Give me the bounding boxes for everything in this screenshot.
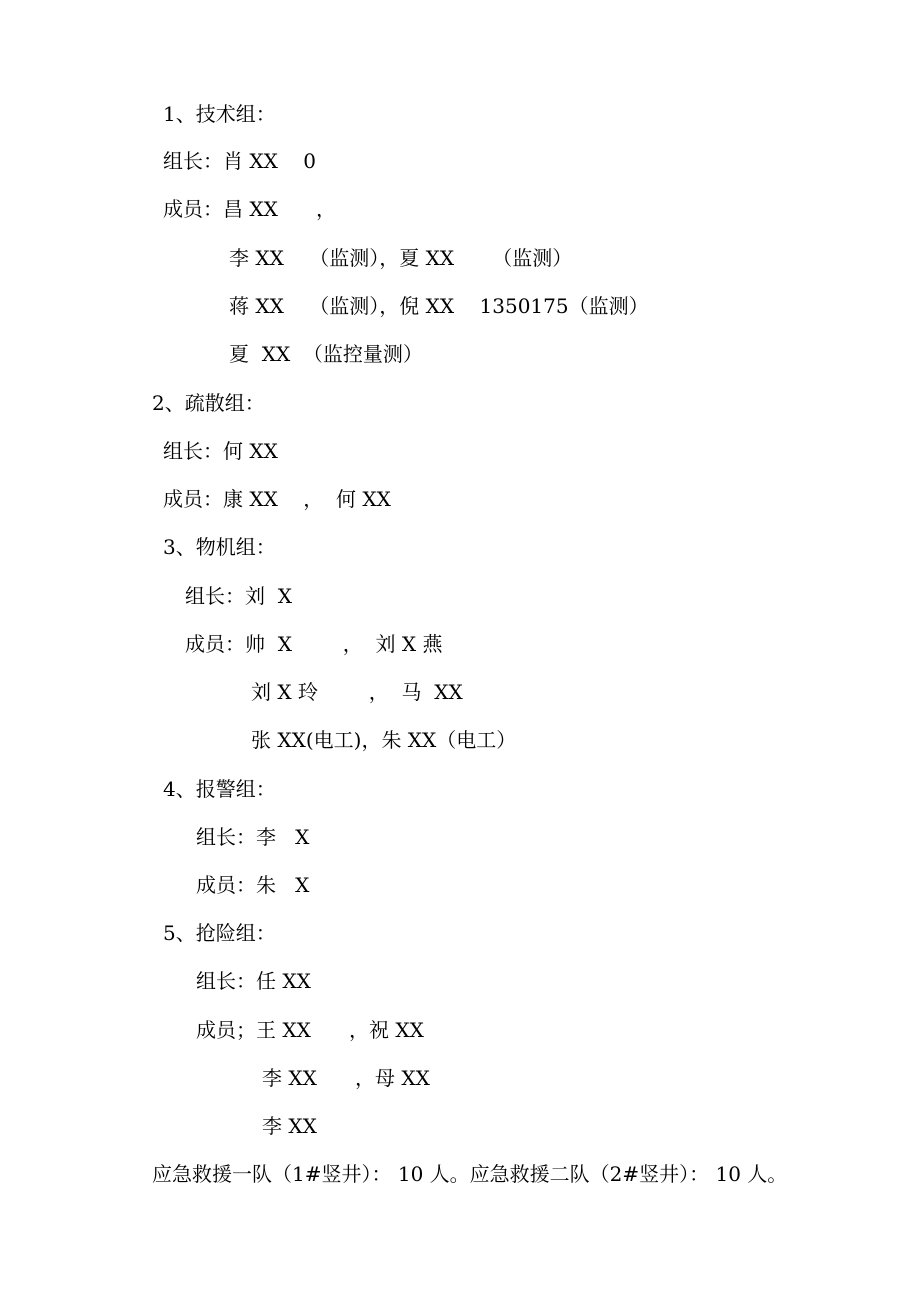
technical-group-members: 成员：昌 XX ， bbox=[163, 197, 336, 221]
evacuation-group-leader: 组长：何 XX bbox=[163, 439, 278, 463]
equipment-group-members-line-2: 刘 X 玲 ， 马 XX bbox=[251, 680, 463, 704]
alarm-group-members: 成员：朱 X bbox=[196, 873, 310, 897]
technical-group-leader: 组长：肖 XX 0 bbox=[163, 149, 316, 173]
technical-group-members-line-2: 李 XX （监测），夏 XX （监测） bbox=[229, 246, 573, 270]
heading-alarm-group: 4、报警组： bbox=[163, 777, 276, 801]
rescue-group-members-line-2: 李 XX ，母 XX bbox=[262, 1066, 430, 1090]
equipment-group-members: 成员：帅 X ， 刘 X 燕 bbox=[185, 632, 443, 656]
technical-group-members-line-4: 夏 XX （监控量测） bbox=[229, 342, 423, 366]
rescue-group-leader: 组长：任 XX bbox=[196, 969, 311, 993]
heading-technical-group: 1、技术组： bbox=[163, 102, 276, 126]
equipment-group-leader: 组长：刘 X bbox=[185, 584, 292, 608]
heading-rescue-group: 5、抢险组： bbox=[163, 921, 276, 945]
rescue-group-members-line-3: 李 XX bbox=[262, 1114, 317, 1138]
alarm-group-leader: 组长：李 X bbox=[196, 825, 310, 849]
evacuation-group-members: 成员：康 XX ， 何 XX bbox=[163, 487, 391, 511]
emergency-rescue-teams: 应急救援一队（1#竖井）： 10 人。应急救援二队（2#竖井）： 10 人。 bbox=[152, 1162, 788, 1186]
heading-equipment-group: 3、物机组： bbox=[163, 535, 276, 559]
technical-group-members-line-3: 蒋 XX （监测），倪 XX 1350175（监测） bbox=[229, 294, 649, 318]
heading-evacuation-group: 2、疏散组： bbox=[152, 391, 265, 415]
equipment-group-members-line-3: 张 XX(电工)，朱 XX（电工） bbox=[251, 728, 517, 752]
rescue-group-members: 成员；王 XX ，祝 XX bbox=[196, 1018, 424, 1042]
